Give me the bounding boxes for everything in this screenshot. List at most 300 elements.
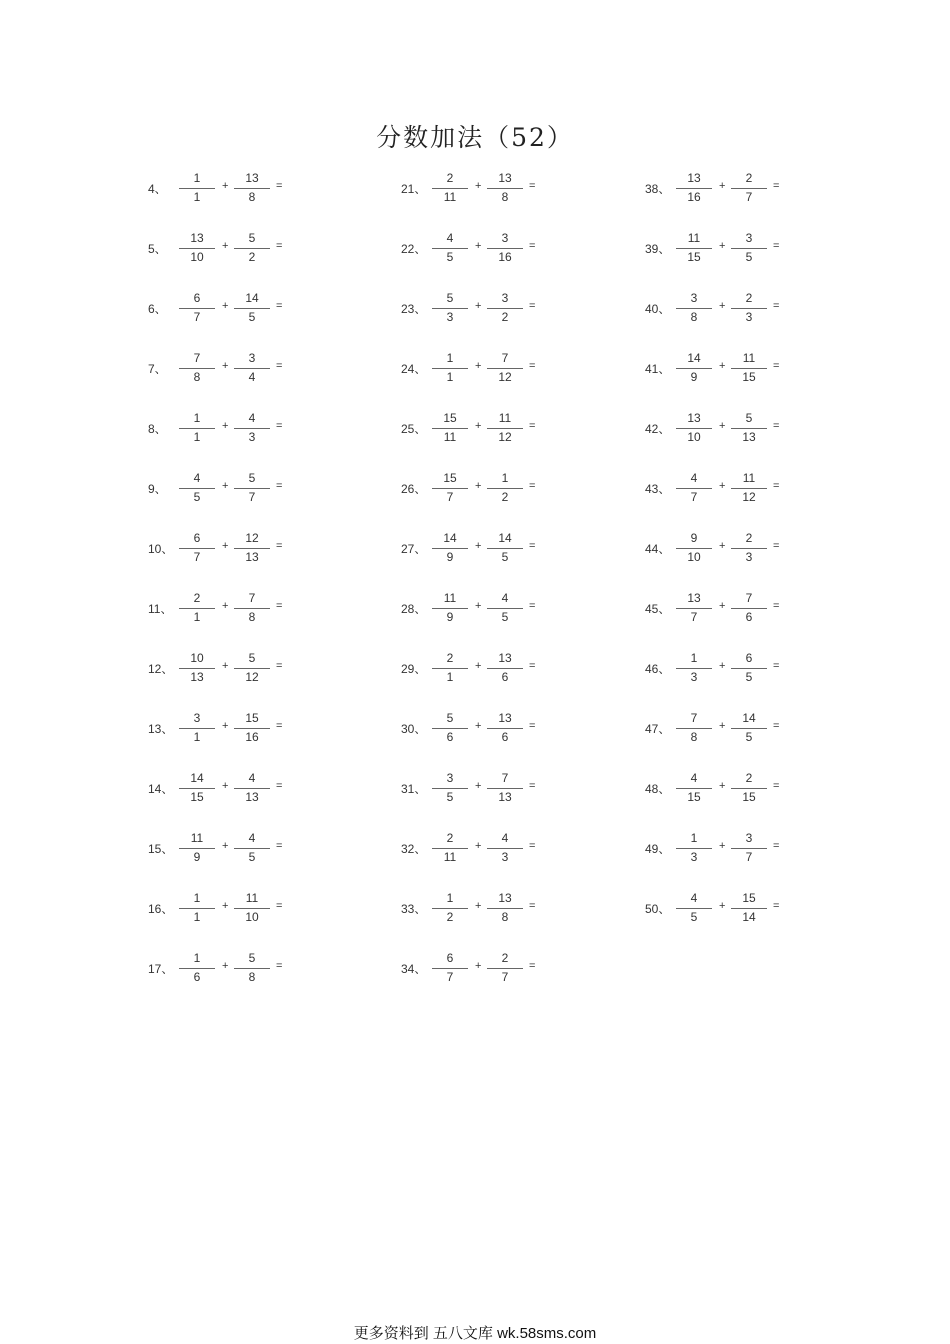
fraction-a	[676, 891, 712, 925]
problem-number: 32、	[401, 842, 427, 856]
plus-sign: +	[222, 960, 229, 972]
equals-sign: =	[773, 420, 780, 432]
fraction-bar	[234, 548, 270, 549]
numerator: 4	[193, 471, 201, 485]
denominator: 11	[443, 190, 457, 204]
problem-item	[148, 947, 428, 1007]
denominator: 8	[501, 190, 509, 204]
fraction-b	[234, 891, 270, 925]
fraction-a	[676, 531, 712, 565]
numerator: 3	[446, 771, 454, 785]
equals-sign: =	[276, 600, 283, 612]
numerator: 5	[248, 951, 256, 965]
fraction-bar	[179, 548, 215, 549]
numerator: 15	[742, 891, 756, 905]
problem-item	[148, 767, 428, 827]
numerator: 14	[190, 771, 204, 785]
fraction-b	[487, 591, 523, 625]
numerator: 5	[248, 231, 256, 245]
fraction-b	[731, 591, 767, 625]
fraction-bar	[676, 368, 712, 369]
plus-sign: +	[475, 960, 482, 972]
denominator: 8	[193, 370, 201, 384]
numerator: 11	[443, 591, 457, 605]
fraction-bar	[731, 428, 767, 429]
plus-sign: +	[222, 180, 229, 192]
fraction-a	[179, 291, 215, 325]
denominator: 3	[248, 430, 256, 444]
fraction-b	[234, 651, 270, 685]
denominator: 5	[745, 730, 753, 744]
fraction-b	[731, 531, 767, 565]
denominator: 6	[446, 730, 454, 744]
plus-sign: +	[222, 480, 229, 492]
denominator: 5	[248, 850, 256, 864]
problem-number: 5、	[148, 242, 167, 256]
fraction-bar	[731, 308, 767, 309]
fraction-bar	[179, 608, 215, 609]
problem-item	[401, 827, 681, 887]
fraction-bar	[487, 368, 523, 369]
numerator: 3	[193, 711, 201, 725]
fraction-a	[432, 231, 468, 265]
plus-sign: +	[719, 600, 726, 612]
fraction-a	[676, 351, 712, 385]
numerator: 4	[501, 591, 509, 605]
denominator: 2	[501, 310, 509, 324]
denominator: 7	[446, 490, 454, 504]
fraction-a	[179, 651, 215, 685]
denominator: 7	[501, 970, 509, 984]
problem-item	[148, 827, 428, 887]
problem-number: 50、	[645, 902, 671, 916]
denominator: 1	[193, 190, 201, 204]
problem-item	[645, 827, 925, 887]
problem-item	[148, 587, 428, 647]
numerator: 13	[687, 591, 701, 605]
problem-item	[401, 287, 681, 347]
denominator: 8	[690, 730, 698, 744]
numerator: 14	[498, 531, 512, 545]
equals-sign: =	[773, 240, 780, 252]
fraction-b	[731, 771, 767, 805]
problem-number: 45、	[645, 602, 671, 616]
plus-sign: +	[222, 660, 229, 672]
problem-number: 29、	[401, 662, 427, 676]
fraction-a	[432, 951, 468, 985]
denominator: 13	[245, 790, 259, 804]
numerator: 5	[446, 711, 454, 725]
denominator: 7	[248, 490, 256, 504]
numerator: 1	[446, 351, 454, 365]
denominator: 7	[446, 970, 454, 984]
numerator: 4	[690, 771, 698, 785]
fraction-b	[731, 891, 767, 925]
fraction-b	[487, 171, 523, 205]
equals-sign: =	[276, 720, 283, 732]
numerator: 4	[248, 831, 256, 845]
equals-sign: =	[529, 480, 536, 492]
problem-item	[645, 167, 925, 227]
plus-sign: +	[719, 840, 726, 852]
problem-item	[645, 227, 925, 287]
denominator: 10	[687, 430, 701, 444]
numerator: 14	[687, 351, 701, 365]
plus-sign: +	[719, 180, 726, 192]
numerator: 13	[190, 231, 204, 245]
fraction-a	[676, 291, 712, 325]
plus-sign: +	[719, 720, 726, 732]
fraction-b	[234, 771, 270, 805]
equals-sign: =	[773, 720, 780, 732]
denominator: 8	[501, 910, 509, 924]
problem-number: 28、	[401, 602, 427, 616]
denominator: 2	[248, 250, 256, 264]
fraction-bar	[731, 488, 767, 489]
fraction-bar	[731, 788, 767, 789]
plus-sign: +	[719, 540, 726, 552]
numerator: 3	[745, 231, 753, 245]
fraction-bar	[432, 788, 468, 789]
equals-sign: =	[773, 360, 780, 372]
problem-item	[645, 527, 925, 587]
problem-number: 12、	[148, 662, 174, 676]
fraction-bar	[432, 488, 468, 489]
numerator: 1	[193, 891, 201, 905]
denominator: 11	[443, 430, 457, 444]
fraction-a	[432, 771, 468, 805]
denominator: 16	[498, 250, 512, 264]
problem-number: 47、	[645, 722, 671, 736]
problem-number: 48、	[645, 782, 671, 796]
fraction-b	[487, 711, 523, 745]
denominator: 1	[193, 730, 201, 744]
denominator: 10	[687, 550, 701, 564]
fraction-bar	[432, 968, 468, 969]
denominator: 5	[690, 910, 698, 924]
denominator: 10	[190, 250, 204, 264]
plus-sign: +	[719, 360, 726, 372]
denominator: 7	[193, 550, 201, 564]
fraction-bar	[731, 848, 767, 849]
fraction-bar	[432, 368, 468, 369]
denominator: 5	[193, 490, 201, 504]
denominator: 3	[446, 310, 454, 324]
fraction-b	[234, 411, 270, 445]
equals-sign: =	[276, 900, 283, 912]
equals-sign: =	[529, 600, 536, 612]
numerator: 11	[742, 351, 756, 365]
problem-number: 14、	[148, 782, 174, 796]
fraction-bar	[487, 488, 523, 489]
problem-item	[401, 707, 681, 767]
fraction-b	[234, 471, 270, 505]
fraction-bar	[179, 908, 215, 909]
numerator: 4	[248, 771, 256, 785]
fraction-bar	[234, 428, 270, 429]
denominator: 16	[245, 730, 259, 744]
problem-number: 6、	[148, 302, 167, 316]
fraction-bar	[234, 728, 270, 729]
problem-item	[401, 407, 681, 467]
fraction-a	[179, 351, 215, 385]
fraction-bar	[676, 248, 712, 249]
plus-sign: +	[719, 420, 726, 432]
fraction-a	[676, 471, 712, 505]
numerator: 7	[745, 591, 753, 605]
equals-sign: =	[529, 720, 536, 732]
numerator: 14	[245, 291, 259, 305]
problem-item	[148, 167, 428, 227]
fraction-bar	[676, 188, 712, 189]
problem-number: 22、	[401, 242, 427, 256]
fraction-bar	[731, 548, 767, 549]
denominator: 1	[193, 430, 201, 444]
numerator: 3	[501, 231, 509, 245]
denominator: 4	[248, 370, 256, 384]
problem-number: 16、	[148, 902, 174, 916]
fraction-bar	[234, 368, 270, 369]
denominator: 3	[745, 310, 753, 324]
denominator: 12	[742, 490, 756, 504]
fraction-b	[731, 711, 767, 745]
problem-item	[645, 647, 925, 707]
fraction-b	[731, 651, 767, 685]
fraction-bar	[179, 848, 215, 849]
fraction-b	[487, 891, 523, 925]
fraction-b	[234, 231, 270, 265]
denominator: 3	[690, 850, 698, 864]
fraction-a	[676, 171, 712, 205]
fraction-b	[731, 351, 767, 385]
problem-column-2	[401, 167, 681, 1007]
plus-sign: +	[222, 840, 229, 852]
plus-sign: +	[222, 360, 229, 372]
equals-sign: =	[276, 420, 283, 432]
problem-number: 9、	[148, 482, 167, 496]
denominator: 1	[446, 370, 454, 384]
problem-item	[645, 707, 925, 767]
fraction-b	[487, 231, 523, 265]
equals-sign: =	[773, 660, 780, 672]
denominator: 15	[687, 250, 701, 264]
equals-sign: =	[773, 780, 780, 792]
fraction-bar	[432, 848, 468, 849]
fraction-bar	[487, 248, 523, 249]
denominator: 15	[742, 370, 756, 384]
problem-number: 38、	[645, 182, 671, 196]
numerator: 4	[690, 471, 698, 485]
problem-number: 7、	[148, 362, 167, 376]
plus-sign: +	[719, 780, 726, 792]
denominator: 15	[687, 790, 701, 804]
denominator: 6	[501, 670, 509, 684]
fraction-b	[487, 411, 523, 445]
plus-sign: +	[475, 420, 482, 432]
fraction-bar	[731, 608, 767, 609]
fraction-bar	[432, 248, 468, 249]
fraction-bar	[432, 548, 468, 549]
fraction-a	[179, 771, 215, 805]
problem-item	[148, 347, 428, 407]
plus-sign: +	[222, 420, 229, 432]
fraction-a	[676, 711, 712, 745]
fraction-b	[234, 351, 270, 385]
numerator: 7	[501, 771, 509, 785]
numerator: 1	[193, 951, 201, 965]
page-title: 分数加法（52）	[376, 123, 574, 152]
numerator: 15	[245, 711, 259, 725]
denominator: 9	[446, 550, 454, 564]
fraction-a	[676, 831, 712, 865]
fraction-bar	[487, 308, 523, 309]
problem-number: 46、	[645, 662, 671, 676]
fraction-a	[432, 651, 468, 685]
numerator: 11	[498, 411, 512, 425]
denominator: 5	[501, 550, 509, 564]
fraction-bar	[731, 188, 767, 189]
problem-number: 13、	[148, 722, 174, 736]
footer-text: 更多资料到 五八文库 wk.58sms.com	[353, 1325, 597, 1342]
problem-number: 25、	[401, 422, 427, 436]
problem-number: 4、	[148, 182, 167, 196]
denominator: 8	[248, 190, 256, 204]
fraction-b	[487, 291, 523, 325]
numerator: 4	[501, 831, 509, 845]
fraction-a	[432, 891, 468, 925]
numerator: 2	[501, 951, 509, 965]
denominator: 13	[498, 790, 512, 804]
equals-sign: =	[773, 180, 780, 192]
fraction-bar	[179, 668, 215, 669]
fraction-a	[432, 171, 468, 205]
fraction-b	[234, 951, 270, 985]
equals-sign: =	[276, 300, 283, 312]
denominator: 5	[745, 670, 753, 684]
plus-sign: +	[222, 240, 229, 252]
numerator: 5	[446, 291, 454, 305]
numerator: 13	[687, 411, 701, 425]
plus-sign: +	[222, 300, 229, 312]
fraction-a	[432, 831, 468, 865]
problem-item	[401, 167, 681, 227]
equals-sign: =	[529, 300, 536, 312]
numerator: 12	[245, 531, 259, 545]
numerator: 6	[745, 651, 753, 665]
problem-item	[148, 707, 428, 767]
numerator: 4	[446, 231, 454, 245]
numerator: 2	[193, 591, 201, 605]
plus-sign: +	[222, 540, 229, 552]
problem-number: 26、	[401, 482, 427, 496]
fraction-a	[432, 411, 468, 445]
numerator: 13	[687, 171, 701, 185]
fraction-b	[487, 471, 523, 505]
denominator: 1	[193, 910, 201, 924]
problem-item	[148, 227, 428, 287]
plus-sign: +	[719, 900, 726, 912]
problem-item	[645, 407, 925, 467]
fraction-bar	[432, 908, 468, 909]
problem-item	[148, 887, 428, 947]
fraction-a	[179, 471, 215, 505]
equals-sign: =	[276, 840, 283, 852]
denominator: 6	[193, 970, 201, 984]
numerator: 14	[443, 531, 457, 545]
problem-number: 34、	[401, 962, 427, 976]
fraction-bar	[179, 728, 215, 729]
problem-number: 31、	[401, 782, 427, 796]
equals-sign: =	[529, 900, 536, 912]
fraction-bar	[487, 728, 523, 729]
problem-item	[645, 287, 925, 347]
equals-sign: =	[276, 660, 283, 672]
plus-sign: +	[475, 900, 482, 912]
equals-sign: =	[773, 300, 780, 312]
numerator: 11	[687, 231, 701, 245]
denominator: 15	[190, 790, 204, 804]
denominator: 6	[501, 730, 509, 744]
numerator: 13	[498, 651, 512, 665]
numerator: 3	[248, 351, 256, 365]
problem-item	[645, 467, 925, 527]
denominator: 9	[690, 370, 698, 384]
plus-sign: +	[719, 240, 726, 252]
numerator: 4	[248, 411, 256, 425]
fraction-a	[179, 831, 215, 865]
fraction-bar	[234, 668, 270, 669]
denominator: 7	[745, 850, 753, 864]
fraction-bar	[179, 188, 215, 189]
numerator: 7	[501, 351, 509, 365]
numerator: 11	[742, 471, 756, 485]
fraction-b	[731, 831, 767, 865]
numerator: 13	[498, 171, 512, 185]
denominator: 1	[446, 670, 454, 684]
numerator: 13	[498, 891, 512, 905]
plus-sign: +	[475, 660, 482, 672]
numerator: 1	[446, 891, 454, 905]
equals-sign: =	[276, 180, 283, 192]
fraction-a	[179, 411, 215, 445]
fraction-a	[676, 651, 712, 685]
problem-number: 39、	[645, 242, 671, 256]
fraction-b	[487, 531, 523, 565]
denominator: 13	[245, 550, 259, 564]
denominator: 9	[446, 610, 454, 624]
equals-sign: =	[276, 240, 283, 252]
equals-sign: =	[773, 480, 780, 492]
equals-sign: =	[773, 900, 780, 912]
denominator: 5	[446, 250, 454, 264]
numerator: 1	[690, 651, 698, 665]
equals-sign: =	[276, 360, 283, 372]
fraction-a	[432, 471, 468, 505]
equals-sign: =	[529, 540, 536, 552]
fraction-bar	[731, 248, 767, 249]
problem-number: 11、	[148, 602, 173, 616]
fraction-a	[676, 771, 712, 805]
problem-number: 10、	[148, 542, 174, 556]
denominator: 13	[190, 670, 204, 684]
numerator: 4	[690, 891, 698, 905]
plus-sign: +	[222, 780, 229, 792]
plus-sign: +	[475, 600, 482, 612]
numerator: 1	[501, 471, 509, 485]
problem-item	[401, 527, 681, 587]
numerator: 6	[193, 531, 201, 545]
denominator: 8	[690, 310, 698, 324]
